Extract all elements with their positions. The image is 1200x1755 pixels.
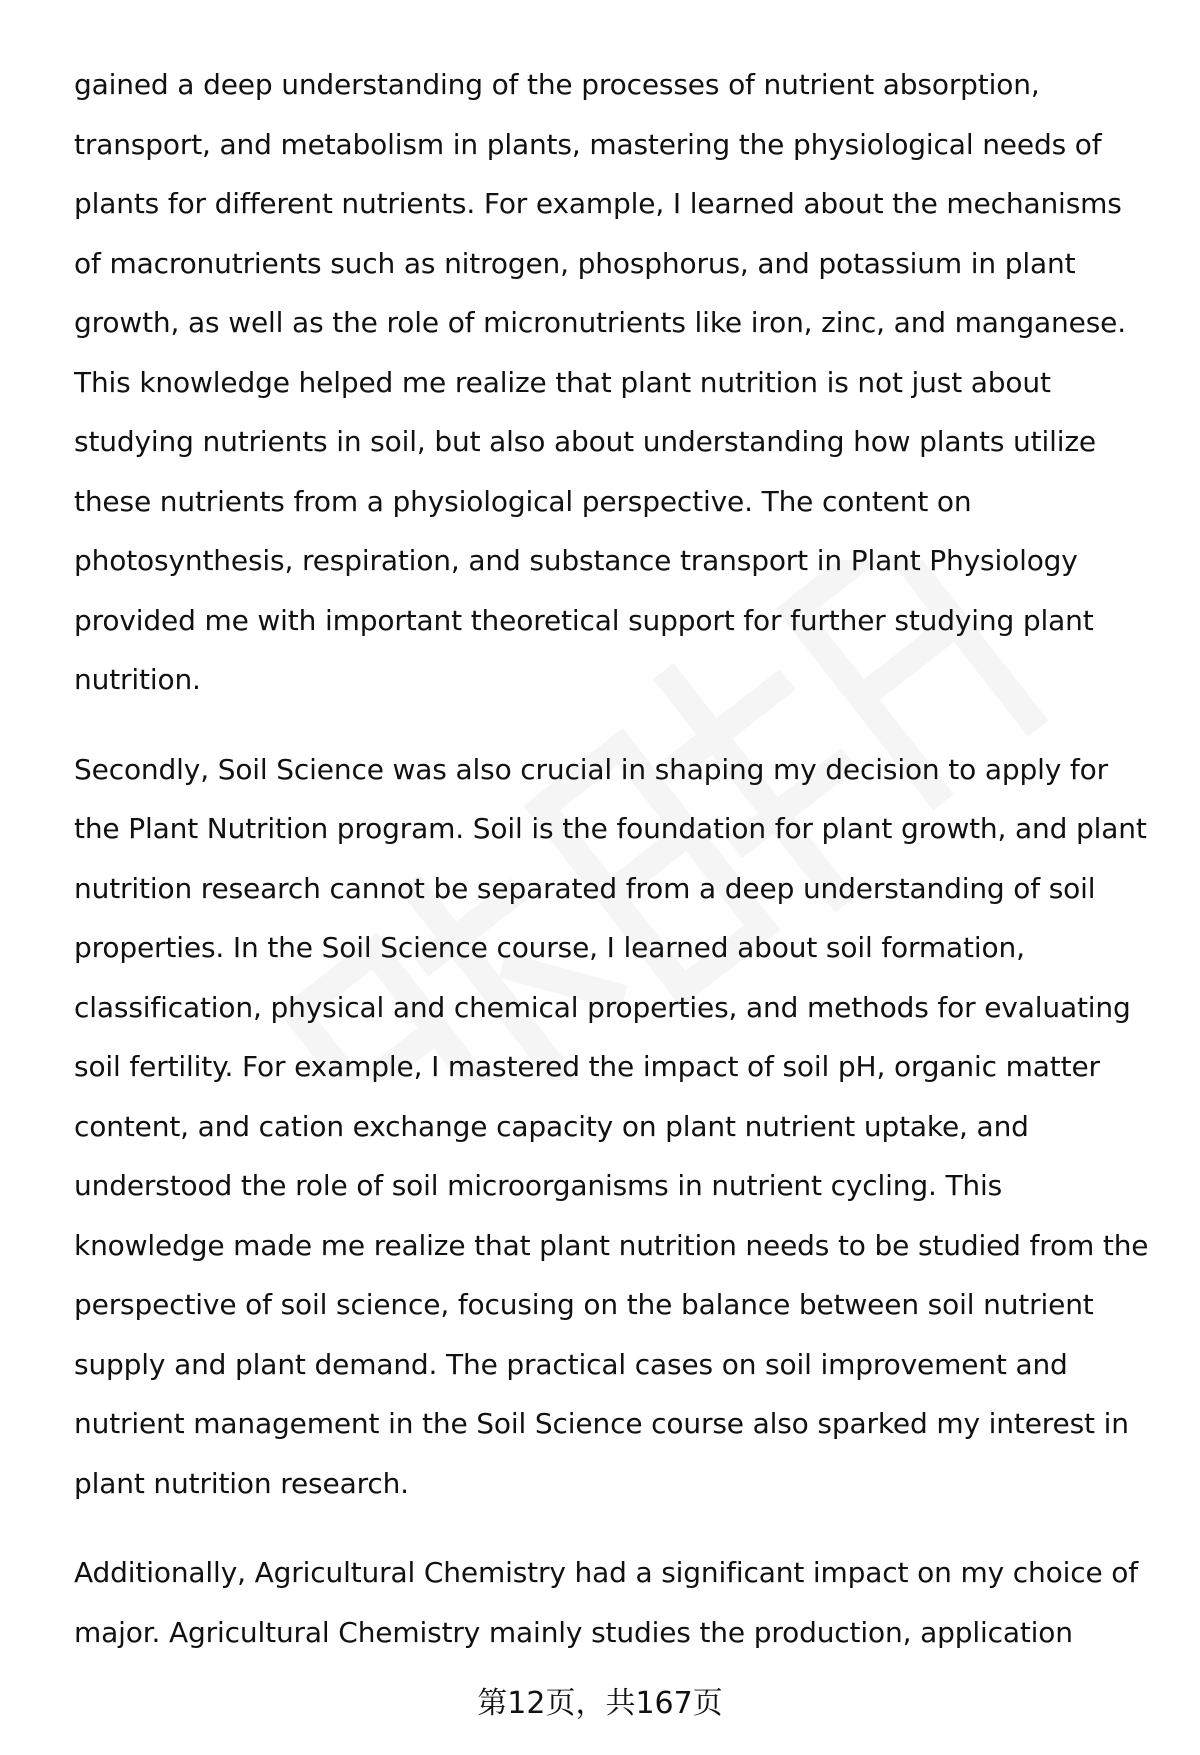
paragraph: gained a deep understanding of the processes of nutrient absorption, transport, and metabolism in plants, mastering the physiological needs of plants for different nutrients. For example, I learned about the mechanisms of macronutrients such as nitrogen, phosphorus, and potassium in plant growth, as well as the role of micronutrients like iron, zinc, and manganese. This knowledge helped me realize that plant nutrition is not just about studying nutrients in soil, but also about understanding how plants utilize these nutrients from a physiological perspective. The content on photosynthesis, respiration, and substance transport in Plant Physiology provided me with important theoretical support for further studying plant nutrition. [74,68,1126,696]
paragraph: Additionally, Agricultural Chemistry had a significant impact on my choice of major. Agricultural Chemistry mainly studies the production, application [74,1556,1138,1649]
paragraph: Secondly, Soil Science was also crucial in shaping my decision to apply for the Plant Nutrition program. Soil is the foundation for plant growth, and plant nutrition research cannot be separated from a deep understanding of soil properties. In the Soil Science course, I learned about soil formation, classification, physical and chemical properties, and methods for evaluating soil fertility. For example, I mastered the impact of soil pH, organic matter content, and cation exchange capacity on plant nutrient uptake, and understood the role of soil microorganisms in nutrient cycling. This knowledge made me realize that plant nutrition needs to be studied from the perspective of soil science, focusing on the balance between soil nutrient supply and plant demand. The practical cases on soil improvement and nutrient management in the Soil Science course also sparked my interest in plant nutrition research. [74,752,1149,1500]
document-body [74,55,1156,1692]
page-number-footer: 第12页，共167页 [477,1686,723,1721]
